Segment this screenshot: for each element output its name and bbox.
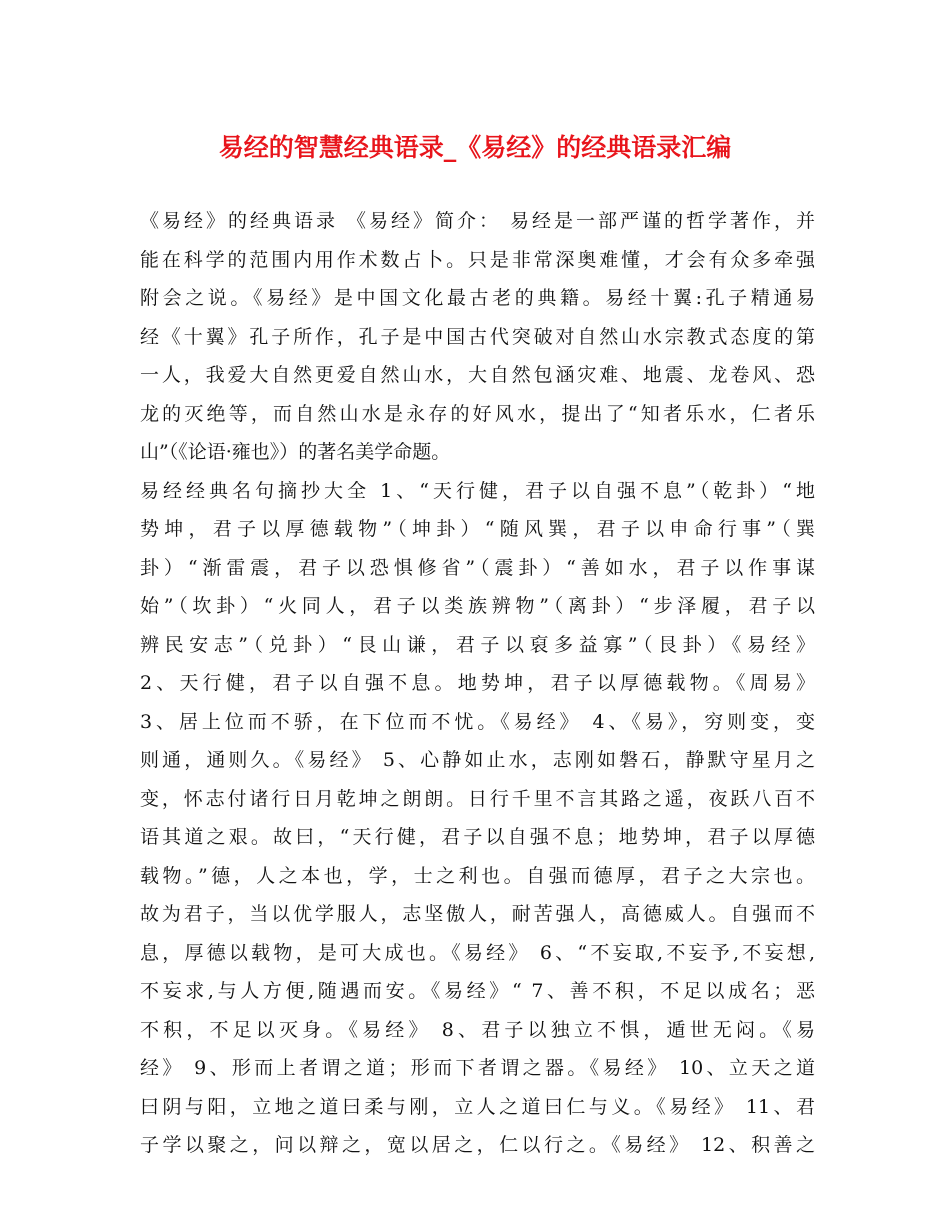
body-line: 经》 9、形而上者谓之道；形而下者谓之器。《易经》 10、立天之道 xyxy=(140,1057,815,1079)
body-line: 经《十翼》孔子所作，孔子是中国古代突破对自然山水宗教式态度的第 xyxy=(140,325,815,348)
body-line: 山”（《论语·雍也》）的著名美学命题。 xyxy=(140,441,451,463)
body-line: 变，怀志付诸行日月乾坤之朗朗。日行千里不言其路之遥，夜跃八百不 xyxy=(140,787,815,810)
body-line: 不妄求,与人方便,随遇而安。《易经》“ 7、善不积，不足以成名；恶 xyxy=(140,980,815,1002)
body-line: 始”（坎卦）“火同人，君子以类族辨物”（离卦）“步泽履，君子以 xyxy=(140,595,815,617)
document-title: 易经的智慧经典语录_《易经》的经典语录汇编 xyxy=(218,133,732,162)
body-line: 易经经典名句摘抄大全 1、“天行健，君子以自强不息”（乾卦）“地 xyxy=(140,479,815,502)
body-line: 势坤，君子以厚德载物”（坤卦）“随风巽，君子以申命行事”（巽 xyxy=(140,518,815,540)
body-line: 子学以聚之，问以辩之，宽以居之，仁以行之。《易经》 12、积善之 xyxy=(140,1134,815,1156)
body-line: 3、居上位而不骄，在下位而不忧。《易经》 4、《易》，穷则变，变 xyxy=(140,710,815,733)
body-line: 附会之说。《易经》是中国文化最古老的典籍。易经十翼:孔子精通易 xyxy=(140,287,815,309)
body-line: 则通，通则久。《易经》 5、心静如止水，志刚如磐石，静默守星月之 xyxy=(140,749,815,771)
body-line: 不积，不足以灭身。《易经》 8、君子以独立不惧，遁世无闷。《易 xyxy=(140,1018,815,1041)
body-line: 息，厚德以载物，是可大成也。《易经》 6、“不妄取,不妄予,不妄想, xyxy=(140,941,815,964)
body-line: 故为君子，当以优学服人，志坚傲人，耐苦强人，高德威人。自强而不 xyxy=(140,903,815,925)
body-line: 能在科学的范围内用作术数占卜。只是非常深奥难懂，才会有众多牵强 xyxy=(140,248,815,271)
body-line: 卦）“渐雷震，君子以恐惧修省”（震卦）“善如水，君子以作事谋 xyxy=(140,556,815,579)
body-line: 一人，我爱大自然更爱自然山水，大自然包涵灾难、地震、龙卷风、恐 xyxy=(140,364,815,386)
body-line: 龙的灭绝等，而自然山水是永存的好风水，提出了“知者乐水，仁者乐 xyxy=(140,402,815,425)
body-line: 《易经》的经典语录 《易经》简介： 易经是一部严谨的哲学著作，并 xyxy=(140,210,815,232)
body-line: 载物。”德，人之本也，学，士之利也。自强而德厚，君子之大宗也。 xyxy=(140,864,815,887)
body-line: 辨民安志”（兑卦）“艮山谦，君子以裒多益寡”（艮卦）《易经》 xyxy=(140,633,815,656)
body-line: 曰阴与阳，立地之道曰柔与刚，立人之道曰仁与义。《易经》 11、君 xyxy=(140,1095,815,1118)
body-line: 2、天行健，君子以自强不息。地势坤，君子以厚德载物。《周易》 xyxy=(140,672,815,694)
document-body xyxy=(140,202,815,1165)
body-line: 语其道之艰。故曰，“天行健，君子以自强不息；地势坤，君子以厚德 xyxy=(140,826,815,848)
